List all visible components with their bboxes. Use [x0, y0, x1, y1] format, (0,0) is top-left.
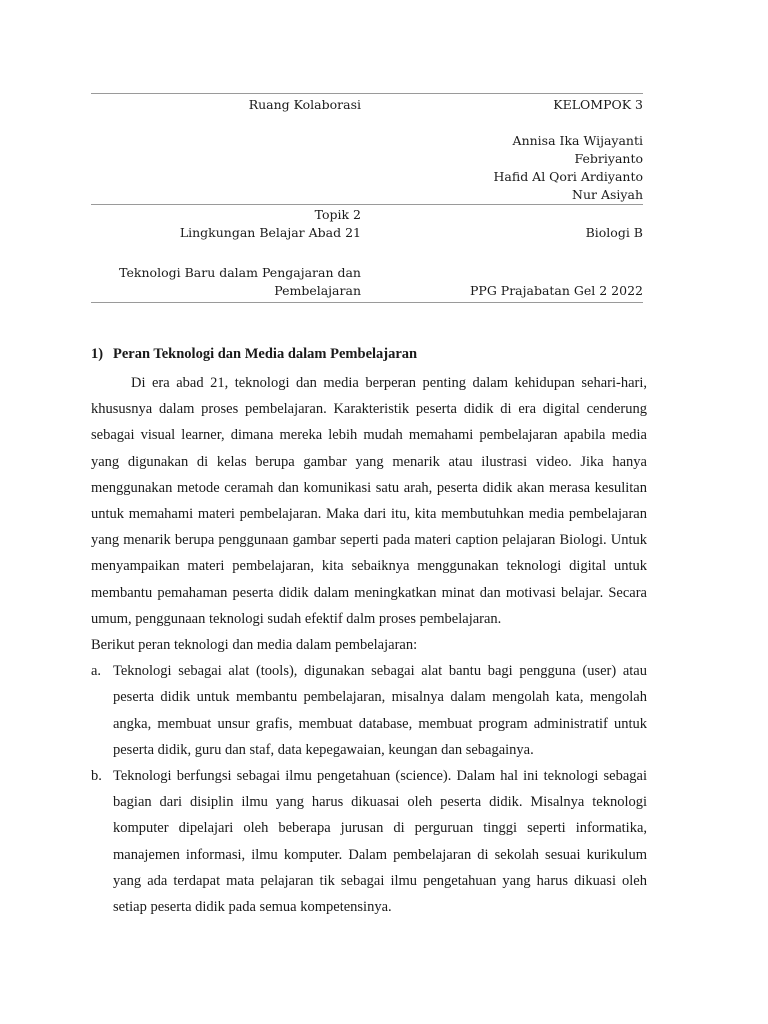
- room-label: Ruang Kolaborasi: [91, 94, 361, 205]
- list-item: [91, 763, 647, 920]
- member-name: Hafid Al Qori Ardiyanto: [493, 169, 643, 184]
- member-name: Annisa Ika Wijayanti: [512, 133, 643, 148]
- member-name: Febriyanto: [574, 151, 643, 166]
- subject-label: Biologi B: [361, 205, 643, 243]
- list-item-text: Teknologi sebagai alat (tools), digunakan sebagai alat bantu bagi pengguna (user) atau peserta didik untuk membantu pembelajaran, misalnya dalam mengolah kata, mengolah angka, membuat unsur grafis, membuat database, membuat program administratif untuk peserta didik, guru dan staf, data kepegawaian, keungan dan sebagainya.: [113, 663, 647, 758]
- section-number: 1): [91, 346, 104, 362]
- list-marker: b.: [91, 768, 102, 785]
- document-title: Teknologi Baru dalam Pengajaran dan Pembelajaran: [91, 242, 361, 303]
- section-title: Peran Teknologi dan Media dalam Pembelajaran: [113, 346, 418, 362]
- list-item: [91, 658, 647, 763]
- body-paragraph: Di era abad 21, teknologi dan media berperan penting dalam kehidupan sehari-hari, khususnya dalam proses pembelajaran. Karakteristik peserta didik di era digital cenderung sebagai visual learner, dimana mereka lebih mudah memahami pembelajaran apabila media yang digunakan di kelas berupa gambar yang menarik atau ilustrasi video. Jika hanya menggunakan metode ceramah dan komunikasi satu arah, peserta didik akan merasa kesulitan untuk memahami materi pembelajaran. Maka dari itu, kita membutuhkan media pembelajaran yang menarik berupa penggunaan gambar seperti pada materi caption pelajaran Biologi. Untuk menyampaikan materi pembelajaran, kita sebaiknya menggunakan teknologi digital untuk membantu pemahaman peserta didik dalam meningkatkan minat dan motivasi belajar. Secara umum, penggunaan teknologi sudah efektif dalm proses pembelajaran.: [91, 375, 647, 627]
- topic-label: Topik 2: [314, 207, 361, 222]
- topic-block: [91, 205, 361, 243]
- header-table: [91, 93, 643, 303]
- program-label: PPG Prajabatan Gel 2 2022: [361, 242, 643, 303]
- list-item-text: Teknologi berfungsi sebagai ilmu pengetahuan (science). Dalam hal ini teknologi sebagai bagian dari disiplin ilmu yang harus dikuasai oleh peserta didik. Misalnya teknologi komputer dipelajari oleh beberapa jurusan di perguruan tinggi seperti informatika, manajemen informasi, ilmu komputer. Dalam pembelajaran di sekolah sesuai kurikulum yang ada terdapat mata pelajaran tik sebagai ilmu pengetahuan yang harus dikuasi oleh setiap peserta didik pada semua kompetensinya.: [113, 768, 647, 916]
- member-name: Nur Asiyah: [572, 187, 643, 202]
- topic-name: Lingkungan Belajar Abad 21: [179, 225, 361, 240]
- group-block: [361, 94, 643, 205]
- list-marker: a.: [91, 663, 102, 680]
- list-intro: Berikut peran teknologi dan media dalam pembelajaran:: [91, 637, 418, 654]
- group-label: KELOMPOK 3: [553, 97, 643, 112]
- document-body: [91, 344, 647, 920]
- section-heading: [91, 344, 647, 364]
